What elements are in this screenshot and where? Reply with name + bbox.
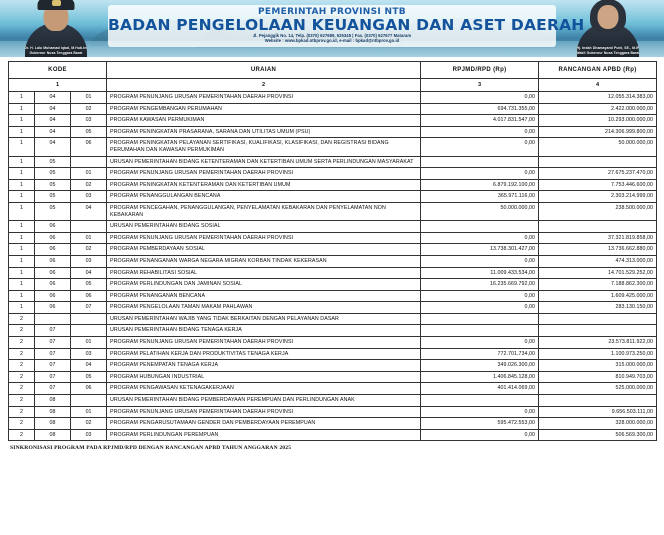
cell-kode-level2: 05: [35, 179, 71, 191]
cell-rpjmd: 0,00: [421, 337, 539, 349]
cell-rancangan: 50.000.000,00: [539, 138, 657, 156]
cell-kode-level2: 07: [35, 371, 71, 383]
cell-kode-level3: 04: [71, 267, 107, 279]
table-row: [9, 337, 657, 349]
cell-kode-level2: [35, 313, 71, 325]
cell-rpjmd: 4.017.831.547,00: [421, 115, 539, 127]
cell-uraian: PROGRAM PENANGANAN WARGA NEGARA MIGRAN KORBAN TINDAK KEKERASAN: [107, 255, 421, 267]
cell-rancangan: 2.422.000.000,00: [539, 103, 657, 115]
cell-rancangan: 2.303.214.999,00: [539, 191, 657, 203]
cell-uraian: PROGRAM PENUNJANG URUSAN PEMERINTAHAN DAERAH PROVINSI: [107, 406, 421, 418]
cell-rpjmd: 1.406.845.128,00: [421, 371, 539, 383]
table-row: [9, 429, 657, 441]
cell-uraian: URUSAN PEMERINTAHAN BIDANG SOSIAL: [107, 221, 421, 233]
cell-kode-level1: 1: [9, 232, 35, 244]
vice-governor-portrait: [552, 0, 664, 57]
cell-kode-level2: 04: [35, 126, 71, 138]
cell-uraian: PROGRAM PENGAWASAN KETENAGAKERJAAN: [107, 383, 421, 395]
cell-kode-level2: 06: [35, 290, 71, 302]
cell-kode-level3: 06: [71, 290, 107, 302]
cell-rancangan: 214.306.999.800,00: [539, 126, 657, 138]
cell-kode-level1: 2: [9, 371, 35, 383]
table-row: [9, 191, 657, 203]
table-row: [9, 325, 657, 337]
cell-kode-level1: 1: [9, 255, 35, 267]
cell-uraian: PROGRAM PENINGKATAN PRASARANA, SARANA DAN UTILITAS UMUM (PSU): [107, 126, 421, 138]
cell-rancangan: 474.313.000,00: [539, 255, 657, 267]
table-row: [9, 115, 657, 127]
cell-rpjmd: 772.701.734,00: [421, 348, 539, 360]
cell-rpjmd: [421, 221, 539, 233]
column-number-rpjmd: 3: [421, 79, 539, 92]
cell-rancangan: [539, 313, 657, 325]
cell-kode-level2: 04: [35, 92, 71, 104]
cell-rpjmd: [421, 395, 539, 407]
cell-kode-level1: 1: [9, 267, 35, 279]
table-row: [9, 383, 657, 395]
cell-kode-level3: [71, 325, 107, 337]
table-body: [9, 92, 657, 441]
institution-nameplate: [108, 5, 585, 47]
table-row: [9, 302, 657, 314]
cell-kode-level2: 04: [35, 138, 71, 156]
agency-address-label: Jl. Pejanggik No. 14, Telp. (0370) 627689, 625345 | Fax. (0370) 627677 Mataram: [252, 33, 412, 38]
cell-rpjmd: 16.235.669.792,00: [421, 279, 539, 291]
cell-rancangan: 525.000.000,00: [539, 383, 657, 395]
table-row: [9, 360, 657, 372]
cell-kode-level3: 01: [71, 92, 107, 104]
cell-rpjmd: 0,00: [421, 232, 539, 244]
cell-uraian: PROGRAM PENGARUSUTAMAAN GENDER DAN PEMBERDAYAAN PEREMPUAN: [107, 418, 421, 430]
cell-kode-level1: 1: [9, 138, 35, 156]
cell-kode-level3: 03: [71, 191, 107, 203]
cell-kode-level3: 02: [71, 103, 107, 115]
cell-kode-level1: 2: [9, 360, 35, 372]
cell-rpjmd: 365.971.116,00: [421, 191, 539, 203]
cell-rpjmd: 0,00: [421, 406, 539, 418]
cell-kode-level3: [71, 313, 107, 325]
cell-kode-level3: 03: [71, 115, 107, 127]
cell-rancangan: 23.573.811.922,00: [539, 337, 657, 349]
column-number-kode: 1: [9, 79, 107, 92]
cell-kode-level3: 01: [71, 232, 107, 244]
cell-uraian: PROGRAM HUBUNGAN INDUSTRIAL: [107, 371, 421, 383]
cell-kode-level3: [71, 221, 107, 233]
cell-uraian: PROGRAM PENUNJANG URUSAN PEMERINTAHAN DAERAH PROVINSI: [107, 337, 421, 349]
cell-rancangan: 9.656.503.111,00: [539, 406, 657, 418]
cell-rancangan: 13.736.662.880,00: [539, 244, 657, 256]
cell-kode-level2: 06: [35, 302, 71, 314]
cell-rancangan: 7.753.446.600,00: [539, 179, 657, 191]
cell-rpjmd: 50.000.000,00: [421, 202, 539, 220]
cell-kode-level3: 01: [71, 168, 107, 180]
table-column-number-row: [9, 79, 657, 92]
column-header-kode: KODE: [9, 62, 107, 79]
cell-rancangan: 27.675.237.470,00: [539, 168, 657, 180]
cell-kode-level1: 2: [9, 325, 35, 337]
cell-rpjmd: 694.731.355,00: [421, 103, 539, 115]
footer-note: SINKRONISASI PROGRAM PADA RPJMD/RPD DENGAN RANCANGAN APBD TAHUN ANGGARAN 2025: [10, 445, 292, 452]
table-header: [9, 62, 657, 92]
table-row: [9, 232, 657, 244]
cell-rpjmd: 13.738.301.427,00: [421, 244, 539, 256]
cell-kode-level2: 08: [35, 395, 71, 407]
vice-governor-caption: [552, 46, 664, 55]
document-header-banner: [0, 0, 664, 57]
cell-rancangan: 10.293.000.000,00: [539, 115, 657, 127]
cell-uraian: URUSAN PEMERINTAHAN WAJIB YANG TIDAK BERKAITAN DENGAN PELAYANAN DASAR: [107, 313, 421, 325]
cell-uraian: PROGRAM PENANGANAN BENCANA: [107, 290, 421, 302]
cell-kode-level2: 08: [35, 429, 71, 441]
governor-name: Dr. H. Lalu Muhamad Iqbal, M.Hub.Int: [24, 46, 88, 51]
cell-rancangan: 315.000.000,00: [539, 360, 657, 372]
table-header-row: [9, 62, 657, 79]
cell-uraian: PROGRAM PENGEMBANGAN PERUMAHAN: [107, 103, 421, 115]
agency-contact-label: Website : www.bpkad.ntbprov.go.id, e-mail : bpkad@ntbprov.go.id: [264, 38, 400, 44]
cell-rpjmd: 0,00: [421, 302, 539, 314]
cell-kode-level1: 2: [9, 348, 35, 360]
table-row: [9, 202, 657, 220]
cell-kode-level2: 08: [35, 406, 71, 418]
cell-kode-level2: 04: [35, 115, 71, 127]
cell-rpjmd: 0,00: [421, 290, 539, 302]
cell-kode-level1: 2: [9, 337, 35, 349]
cell-kode-level3: 05: [71, 126, 107, 138]
cell-kode-level3: 02: [71, 244, 107, 256]
column-number-rancangan-apbd: 4: [539, 79, 657, 92]
cell-kode-level3: 01: [71, 406, 107, 418]
cell-kode-level1: 1: [9, 115, 35, 127]
cell-kode-level1: 1: [9, 221, 35, 233]
governor-title: Gubernur Nusa Tenggara Barat: [29, 50, 83, 55]
table-row: [9, 179, 657, 191]
table-row: [9, 156, 657, 168]
cell-uraian: PROGRAM REHABILITASI SOSIAL: [107, 267, 421, 279]
cell-kode-level1: 1: [9, 290, 35, 302]
cell-kode-level1: 1: [9, 103, 35, 115]
cell-kode-level2: 05: [35, 191, 71, 203]
cell-rancangan: 7.188.862.300,00: [539, 279, 657, 291]
cell-rancangan: 14.701.529.252,00: [539, 267, 657, 279]
cell-rpjmd: [421, 156, 539, 168]
table-row: [9, 255, 657, 267]
cell-rpjmd: 11.009.433.534,00: [421, 267, 539, 279]
cell-kode-level3: 06: [71, 383, 107, 395]
table-row: [9, 395, 657, 407]
budget-sheet: [0, 57, 664, 441]
table-row: [9, 348, 657, 360]
governor-caption: [0, 46, 112, 55]
cell-rancangan: 283.130.150,00: [539, 302, 657, 314]
cell-kode-level3: 02: [71, 418, 107, 430]
cell-kode-level2: 07: [35, 325, 71, 337]
table-row: [9, 221, 657, 233]
cell-rancangan: 12.055.314.383,00: [539, 92, 657, 104]
cell-kode-level2: 04: [35, 103, 71, 115]
cell-uraian: PROGRAM PENUNJANG URUSAN PEMERINTAHAN DAERAH PROVINSI: [107, 168, 421, 180]
cell-kode-level2: 06: [35, 267, 71, 279]
cell-kode-level2: 07: [35, 348, 71, 360]
cell-kode-level1: 1: [9, 179, 35, 191]
cell-kode-level2: 06: [35, 232, 71, 244]
table-row: [9, 244, 657, 256]
cell-uraian: PROGRAM PERLINDUNGAN PEREMPUAN: [107, 429, 421, 441]
cell-kode-level3: 04: [71, 360, 107, 372]
cell-kode-level1: 2: [9, 418, 35, 430]
cell-rpjmd: 349.026.300,00: [421, 360, 539, 372]
cell-kode-level1: 2: [9, 313, 35, 325]
cell-rpjmd: 401.414.069,00: [421, 383, 539, 395]
column-header-rpjmd: RPJMD/RPD (Rp): [421, 62, 539, 79]
vice-governor-head: [598, 5, 619, 29]
cell-rancangan: 238.500.000,00: [539, 202, 657, 220]
table-row: [9, 126, 657, 138]
table-row: [9, 290, 657, 302]
cell-kode-level1: 1: [9, 126, 35, 138]
cell-kode-level2: 05: [35, 156, 71, 168]
cell-rpjmd: 595.472.553,00: [421, 418, 539, 430]
cell-kode-level3: 06: [71, 138, 107, 156]
cell-uraian: PROGRAM PENUNJANG URUSAN PEMERINTAHAN DAERAH PROVINSI: [107, 232, 421, 244]
column-header-uraian: URAIAN: [107, 62, 421, 79]
cell-uraian: PROGRAM PENINGKATAN KETENTERAMAN DAN KETERTIBAN UMUM: [107, 179, 421, 191]
cell-uraian: PROGRAM PERLINDUNGAN DAN JAMINAN SOSIAL: [107, 279, 421, 291]
cell-kode-level3: 03: [71, 255, 107, 267]
cell-kode-level1: 1: [9, 202, 35, 220]
cell-kode-level2: 07: [35, 337, 71, 349]
table-row: [9, 103, 657, 115]
cell-kode-level2: 08: [35, 418, 71, 430]
cell-kode-level2: 06: [35, 221, 71, 233]
vice-governor-title: Wakil Gubernur Nusa Tenggara Barat: [576, 50, 640, 55]
cell-kode-level1: 2: [9, 429, 35, 441]
table-row: [9, 168, 657, 180]
cell-uraian: URUSAN PEMERINTAHAN BIDANG TENAGA KERJA: [107, 325, 421, 337]
cell-uraian: PROGRAM PEMBERDAYAAN SOSIAL: [107, 244, 421, 256]
cell-kode-level2: 05: [35, 202, 71, 220]
cell-kode-level1: 1: [9, 156, 35, 168]
table-row: [9, 313, 657, 325]
cell-rancangan: [539, 221, 657, 233]
cell-uraian: PROGRAM PENANGGULANGAN BENCANA: [107, 191, 421, 203]
cell-kode-level2: 07: [35, 383, 71, 395]
cell-uraian: PROGRAM PENINGKATAN PELAYANAN SERTIFIKASI, KUALIFIKASI, KLASIFIKASI, DAN REGISTRASI BIDANG PERUMAHAN DAN KAWASAN PERMUKIMAN: [107, 138, 421, 156]
province-government-label: PEMERINTAH PROVINSI NTB: [258, 7, 406, 17]
column-header-rancangan-apbd: RANCANGAN APBD (Rp): [539, 62, 657, 79]
cell-rpjmd: 0,00: [421, 92, 539, 104]
cell-kode-level1: 2: [9, 395, 35, 407]
cell-rpjmd: 6.879.192.100,00: [421, 179, 539, 191]
cell-kode-level3: 03: [71, 429, 107, 441]
cell-rancangan: 810.949.703,00: [539, 371, 657, 383]
cell-rancangan: 506.569.300,00: [539, 429, 657, 441]
cell-uraian: PROGRAM PENEMPATAN TENAGA KERJA: [107, 360, 421, 372]
cell-uraian: PROGRAM PENUNJANG URUSAN PEMERINTAHAN DAERAH PROVINSI: [107, 92, 421, 104]
cell-rancangan: 328.000.000,00: [539, 418, 657, 430]
cell-rpjmd: 0,00: [421, 255, 539, 267]
cell-rancangan: [539, 325, 657, 337]
cell-kode-level3: [71, 395, 107, 407]
cell-rpjmd: [421, 325, 539, 337]
table-row: [9, 92, 657, 104]
vice-governor-name: Hj. Indah Dhamayanti Putri, SE., M.IP: [576, 46, 640, 51]
cell-rancangan: 1.609.425.000,00: [539, 290, 657, 302]
table-row: [9, 371, 657, 383]
cell-rpjmd: 0,00: [421, 126, 539, 138]
table-row: [9, 418, 657, 430]
cell-kode-level2: 07: [35, 360, 71, 372]
table-row: [9, 406, 657, 418]
cell-rpjmd: 0,00: [421, 138, 539, 156]
table-row: [9, 279, 657, 291]
cell-kode-level3: 01: [71, 337, 107, 349]
cell-kode-level2: 05: [35, 168, 71, 180]
cell-uraian: PROGRAM KAWASAN PERMUKIMAN: [107, 115, 421, 127]
cell-rancangan: 37.321.819.858,00: [539, 232, 657, 244]
cell-kode-level3: 02: [71, 179, 107, 191]
cell-kode-level1: 1: [9, 279, 35, 291]
cell-kode-level2: 06: [35, 244, 71, 256]
cell-kode-level3: 07: [71, 302, 107, 314]
cell-rancangan: 1.100.973.250,00: [539, 348, 657, 360]
program-synchronization-table: [8, 61, 657, 441]
cell-uraian: PROGRAM PENCEGAHAN, PENANGGULANGAN, PENYELAMATAN KEBAKARAN DAN PENYELAMATAN NON KEBAKARAN: [107, 202, 421, 220]
cell-kode-level3: 05: [71, 371, 107, 383]
cell-kode-level3: 05: [71, 279, 107, 291]
cell-rpjmd: [421, 313, 539, 325]
cell-kode-level2: 06: [35, 255, 71, 267]
cell-rancangan: [539, 156, 657, 168]
cell-rpjmd: 0,00: [421, 168, 539, 180]
cell-kode-level1: 1: [9, 92, 35, 104]
cell-kode-level3: 03: [71, 348, 107, 360]
table-row: [9, 138, 657, 156]
cell-kode-level1: 1: [9, 191, 35, 203]
cell-uraian: PROGRAM PELATIHAN KERJA DAN PRODUKTIVITAS TENAGA KERJA: [107, 348, 421, 360]
cell-kode-level1: 2: [9, 383, 35, 395]
cell-kode-level1: 2: [9, 406, 35, 418]
governor-portrait: [0, 0, 112, 57]
cell-uraian: URUSAN PEMERINTAHAN BIDANG KETENTERAMAN DAN KETERTIBAN UMUM SERTA PERLINDUNGAN MASYARAKAT: [107, 156, 421, 168]
cell-kode-level3: 04: [71, 202, 107, 220]
cell-rpjmd: 0,00: [421, 429, 539, 441]
cell-rancangan: [539, 395, 657, 407]
cell-kode-level1: 1: [9, 302, 35, 314]
column-number-uraian: 2: [107, 79, 421, 92]
cell-uraian: PROGRAM PENGELOLAAN TAMAN MAKAM PAHLAWAN: [107, 302, 421, 314]
cell-kode-level3: [71, 156, 107, 168]
agency-name-label: BADAN PENGELOLAAN KEUANGAN DAN ASET DAERAH: [108, 16, 585, 34]
cell-kode-level1: 1: [9, 244, 35, 256]
cell-kode-level2: 06: [35, 279, 71, 291]
governor-peci-icon: [38, 0, 75, 10]
table-row: [9, 267, 657, 279]
cell-uraian: URUSAN PEMERINTAHAN BIDANG PEMBERDAYAAN PEREMPUAN DAN PERLINDUNGAN ANAK: [107, 395, 421, 407]
cell-kode-level1: 1: [9, 168, 35, 180]
